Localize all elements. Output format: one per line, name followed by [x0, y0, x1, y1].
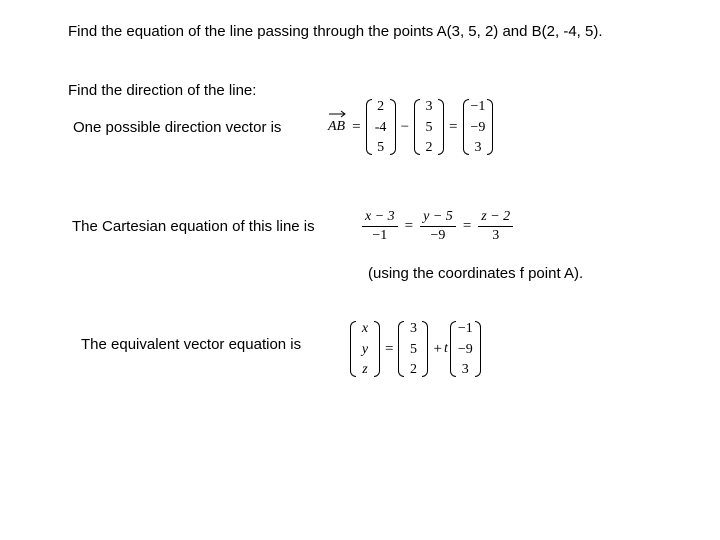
cartesian-note: (using the coordinates f point A). — [368, 265, 584, 282]
cartesian-equation — [360, 209, 515, 244]
vector-b: 2 -4 5 — [366, 98, 396, 156]
fraction-z: $\frac{z - 2}{3}$ — [478, 209, 513, 244]
position-vector: x y z — [350, 320, 380, 378]
direction-result-vector: −1 −9 3 — [463, 98, 494, 156]
problem-heading: Find the equation of the line passing through the points A(3, 5, 2) and B(2, -4, 5). — [68, 23, 603, 40]
equals-sign: = — [385, 340, 394, 357]
direction-vector-equation — [328, 98, 493, 156]
equals-sign: = — [352, 118, 361, 135]
vector-arrow-icon — [329, 110, 347, 118]
fraction-y: $\frac{y - 5}{-9}$ — [420, 209, 456, 244]
direction-label: One possible direction vector is — [73, 119, 282, 136]
parameter-t: t — [443, 341, 448, 356]
minus-sign: − — [400, 118, 410, 135]
direction-vector: −1 −9 3 — [450, 320, 481, 378]
fraction-x: $\frac{x - 3}{-1}$ — [362, 209, 398, 244]
vector-a: 3 5 2 — [414, 98, 444, 156]
vector-ab: AB — [328, 119, 345, 135]
direction-heading: Find the direction of the line: — [68, 82, 257, 99]
vector-label: The equivalent vector equation is — [81, 336, 302, 353]
equals-sign: = — [404, 218, 414, 234]
vector-equation — [350, 320, 481, 378]
cartesian-label: The Cartesian equation of this line is — [72, 218, 315, 235]
point-vector: 3 5 2 — [398, 320, 428, 378]
plus-sign: + — [433, 340, 442, 357]
equals-sign: = — [462, 218, 472, 234]
equals-sign: = — [449, 118, 458, 135]
